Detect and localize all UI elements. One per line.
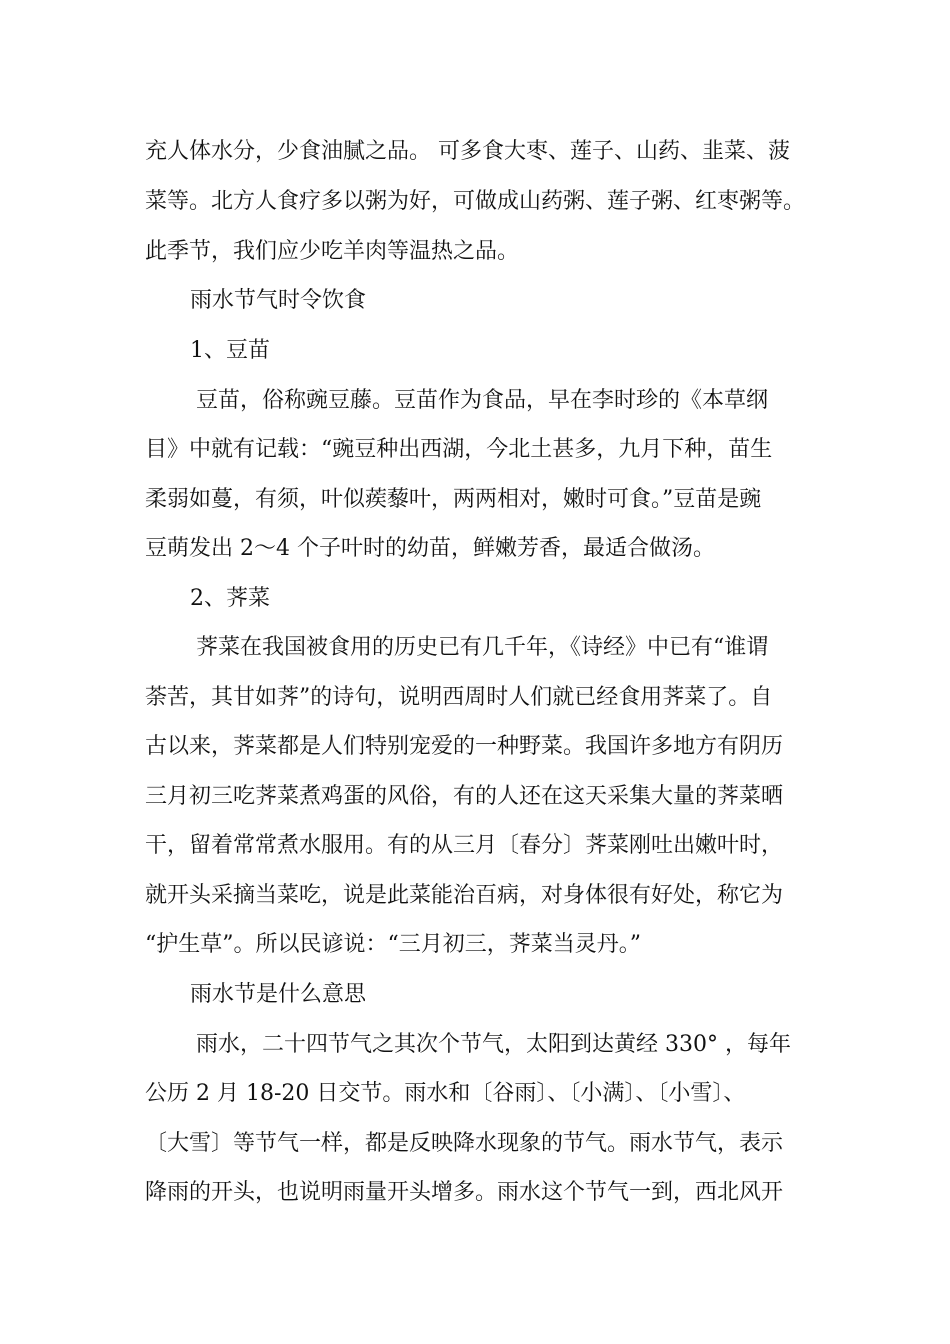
text-line: 荠菜在我国被食用的历史已有几千年，《诗经》中已有“谁谓 (196, 635, 769, 660)
text-line: 三月初三吃荠菜煮鸡蛋的风俗，有的人还在这天采集大量的荠菜晒 (145, 784, 784, 809)
text-line: 豆苗，俗称豌豆藤。豆苗作为食品，早在李时珍的《本草纲 (196, 388, 769, 413)
text-line: 〔大雪〕等节气一样，都是反映降水现象的节气。雨水节气，表示 (145, 1131, 784, 1156)
text-line: 雨水，二十四节气之其次个节气，太阳到达黄经 330° ，每年 (196, 1032, 791, 1057)
text-line: 降雨的开头，也说明雨量开头增多。雨水这个节气一到，西北风开 (145, 1180, 784, 1205)
section-heading: 雨水节气时令饮食 (190, 288, 367, 313)
text-line: “护生草”。所以民谚说：“三月初三，荠菜当灵丹。” (145, 932, 641, 957)
text-line: 豆萌发出 2～4 个子叶时的幼苗，鲜嫩芳香，最适合做汤。 (145, 536, 715, 561)
text-line: 古以来，荠菜都是人们特别宠爱的一种野菜。我国许多地方有阴历 (145, 734, 784, 759)
text-line: 干，留着常常煮水服用。有的从三月〔春分〕荠菜刚吐出嫩叶时， (145, 833, 784, 858)
text-line: 就开头采摘当菜吃，说是此菜能治百病，对身体很有好处，称它为 (145, 883, 784, 908)
text-line: 菜等。北方人食疗多以粥为好，可做成山药粥、莲子粥、红枣粥等。 (145, 189, 806, 214)
text-line: 目》中就有记载：“豌豆种出西湖，今北土甚多，九月下种，苗生 (145, 437, 773, 462)
text-line: 公历 2 月 18-20 日交节。雨水和〔谷雨〕、〔小满〕、〔小雪〕、 (145, 1081, 746, 1106)
item-heading: 2、荠菜 (190, 586, 270, 611)
text-line: 荼苦，其甘如荠”的诗句，说明西周时人们就已经食用荠菜了。自 (145, 685, 773, 710)
text-line: 柔弱如蔓，有须，叶似蒺藜叶，两两相对，嫩时可食。”豆苗是豌 (145, 487, 762, 512)
item-heading: 1、豆苗 (190, 338, 270, 363)
section-heading: 雨水节是什么意思 (190, 982, 367, 1007)
text-line: 充人体水分，少食油腻之品。 可多食大枣、莲子、山药、韭菜、菠 (145, 139, 790, 164)
text-line: 此季节，我们应少吃羊肉等温热之品。 (145, 239, 520, 264)
